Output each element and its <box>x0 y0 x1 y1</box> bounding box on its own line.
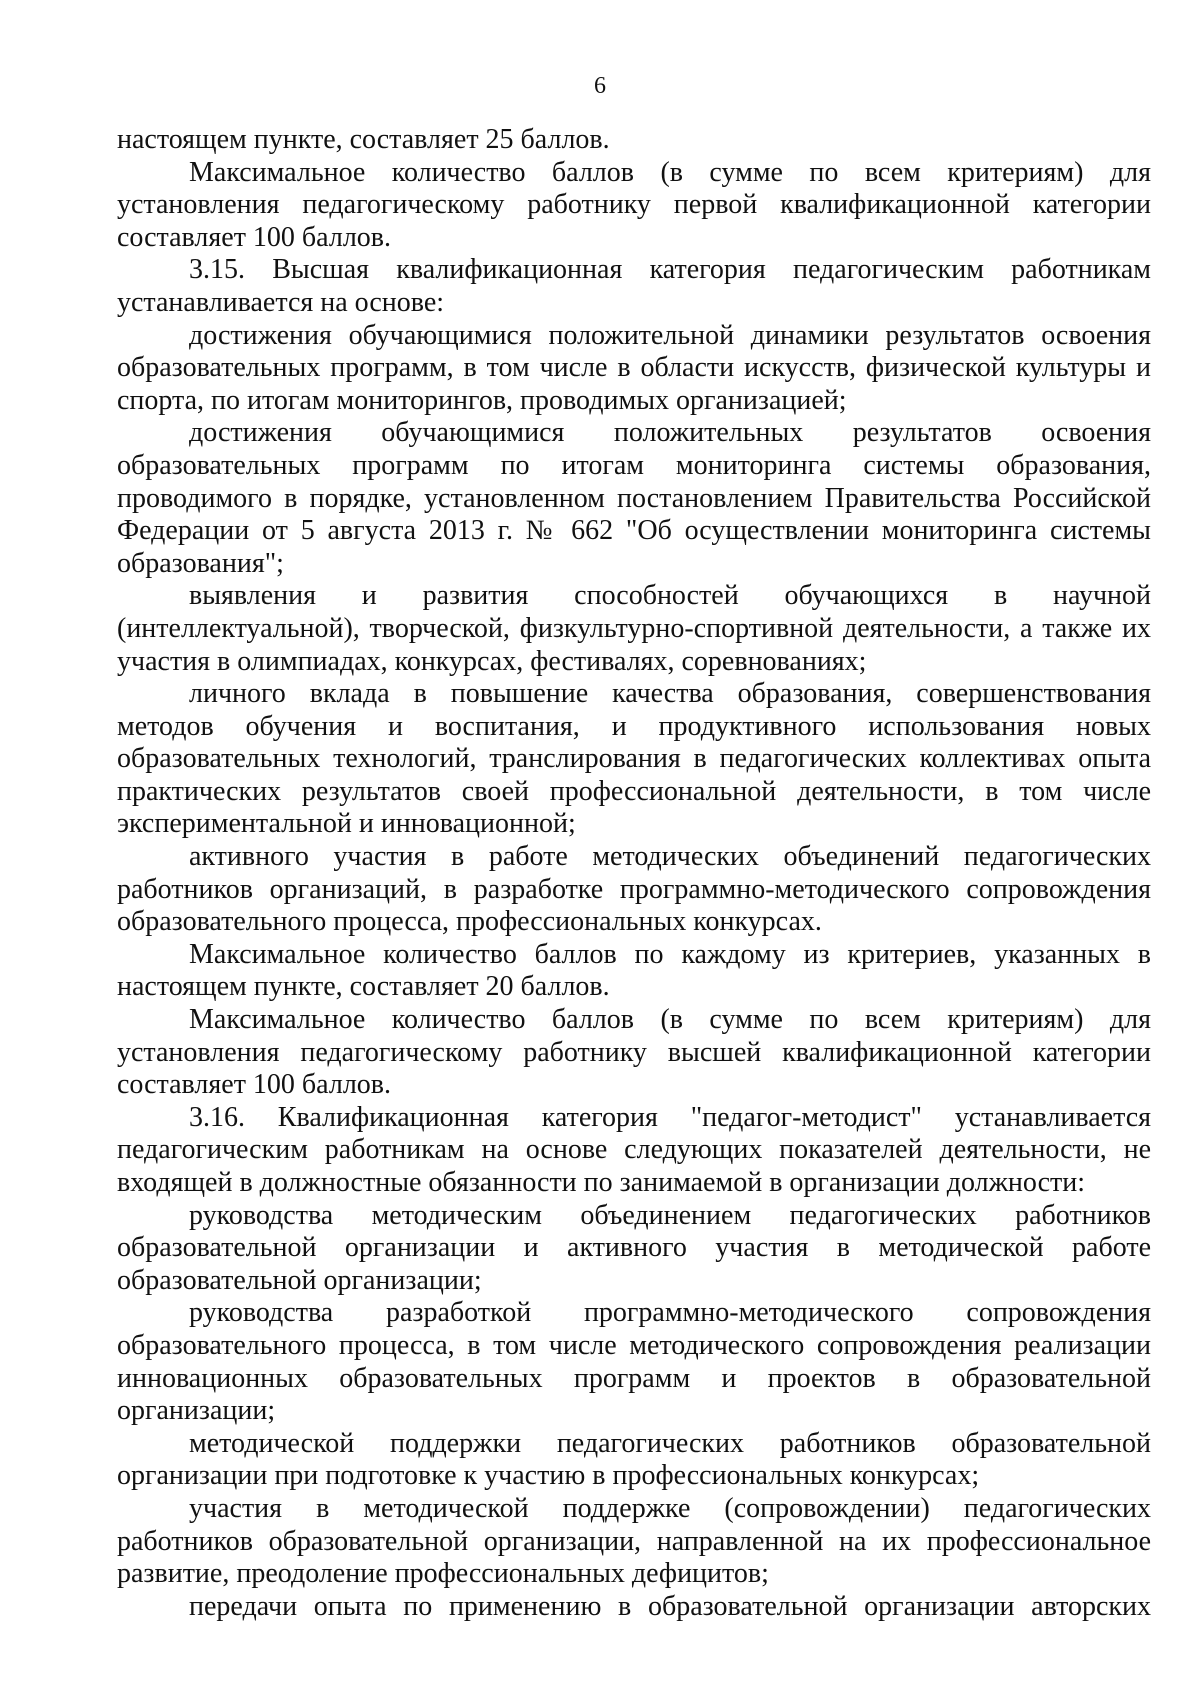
body-text <box>117 124 1151 1623</box>
paragraph: руководства методическим объединением педагогических работников образовательной организации и активного участия в методической работе образовательной организации; <box>117 1199 1151 1296</box>
paragraph: достижения обучающимися положительных результатов освоения образовательных программ по итогам мониторинга системы образования, проводимого в порядке, установленном постановлением Правительства Российской Федерации от 5 августа 2013 г. № 662 "Об осуществлении мониторинга системы образования"; <box>117 417 1151 579</box>
paragraph-clause-3-16: 3.16. Квалификационная категория "педагог-методист" устанавливается педагогическим работникам на основе следующих показателей деятельности, не входящей в должностные обязанности по занимаемой в организации должности: <box>117 1101 1151 1198</box>
paragraph: достижения обучающимися положительной динамики результатов освоения образовательных программ, в том числе в области искусств, физической культуры и спорта, по итогам мониторингов, проводимых организацией; <box>117 319 1151 416</box>
paragraph: Максимальное количество баллов (в сумме по всем критериям) для установления педагогическому работнику высшей квалификационной категории составляет 100 баллов. <box>117 1004 1151 1101</box>
paragraph: активного участия в работе методических объединений педагогических работников организаций, в разработке программно-методического сопровождения образовательного процесса, профессиональных конкурсах. <box>117 841 1151 938</box>
paragraph: Максимальное количество баллов по каждому из критериев, указанных в настоящем пункте, составляет 20 баллов. <box>117 938 1151 1003</box>
paragraph: руководства разработкой программно-методического сопровождения образовательного процесса, в том числе методического сопровождения реализации инновационных образовательных программ и проектов в образовательной организации; <box>117 1297 1151 1427</box>
paragraph-clause-3-15: 3.15. Высшая квалификационная категория педагогическим работникам устанавливается на основе: <box>117 254 1151 318</box>
paragraph: участия в методической поддержке (сопровождении) педагогических работников образовательной организации, направленной на их профессиональное развитие, преодоление профессиональных дефицитов; <box>117 1492 1151 1590</box>
paragraph: выявления и развития способностей обучающихся в научной (интеллектуальной), творческой, физкультурно-спортивной деятельности, а также их участия в олимпиадах, конкурсах, фестивалях, соревнованиях; <box>117 580 1151 677</box>
page-number: 6 <box>594 73 606 99</box>
paragraph: личного вклада в повышение качества образования, совершенствования методов обучения и воспитания, и продуктивного использования новых образовательных технологий, транслирования в педагогических коллективах опыта практических результатов своей профессиональной деятельности, в том числе экспериментальной и инновационной; <box>117 678 1151 840</box>
paragraph-continuation: настоящем пункте, составляет 25 баллов. <box>117 124 610 155</box>
paragraph: Максимальное количество баллов (в сумме по всем критериям) для установления педагогическому работнику первой квалификационной категории составляет 100 баллов. <box>117 156 1151 253</box>
paragraph-truncated: передачи опыта по применению в образовательной организации авторских <box>189 1590 1151 1622</box>
paragraph: методической поддержки педагогических работников образовательной организации при подготовке к участию в профессиональных конкурсах; <box>117 1427 1151 1492</box>
